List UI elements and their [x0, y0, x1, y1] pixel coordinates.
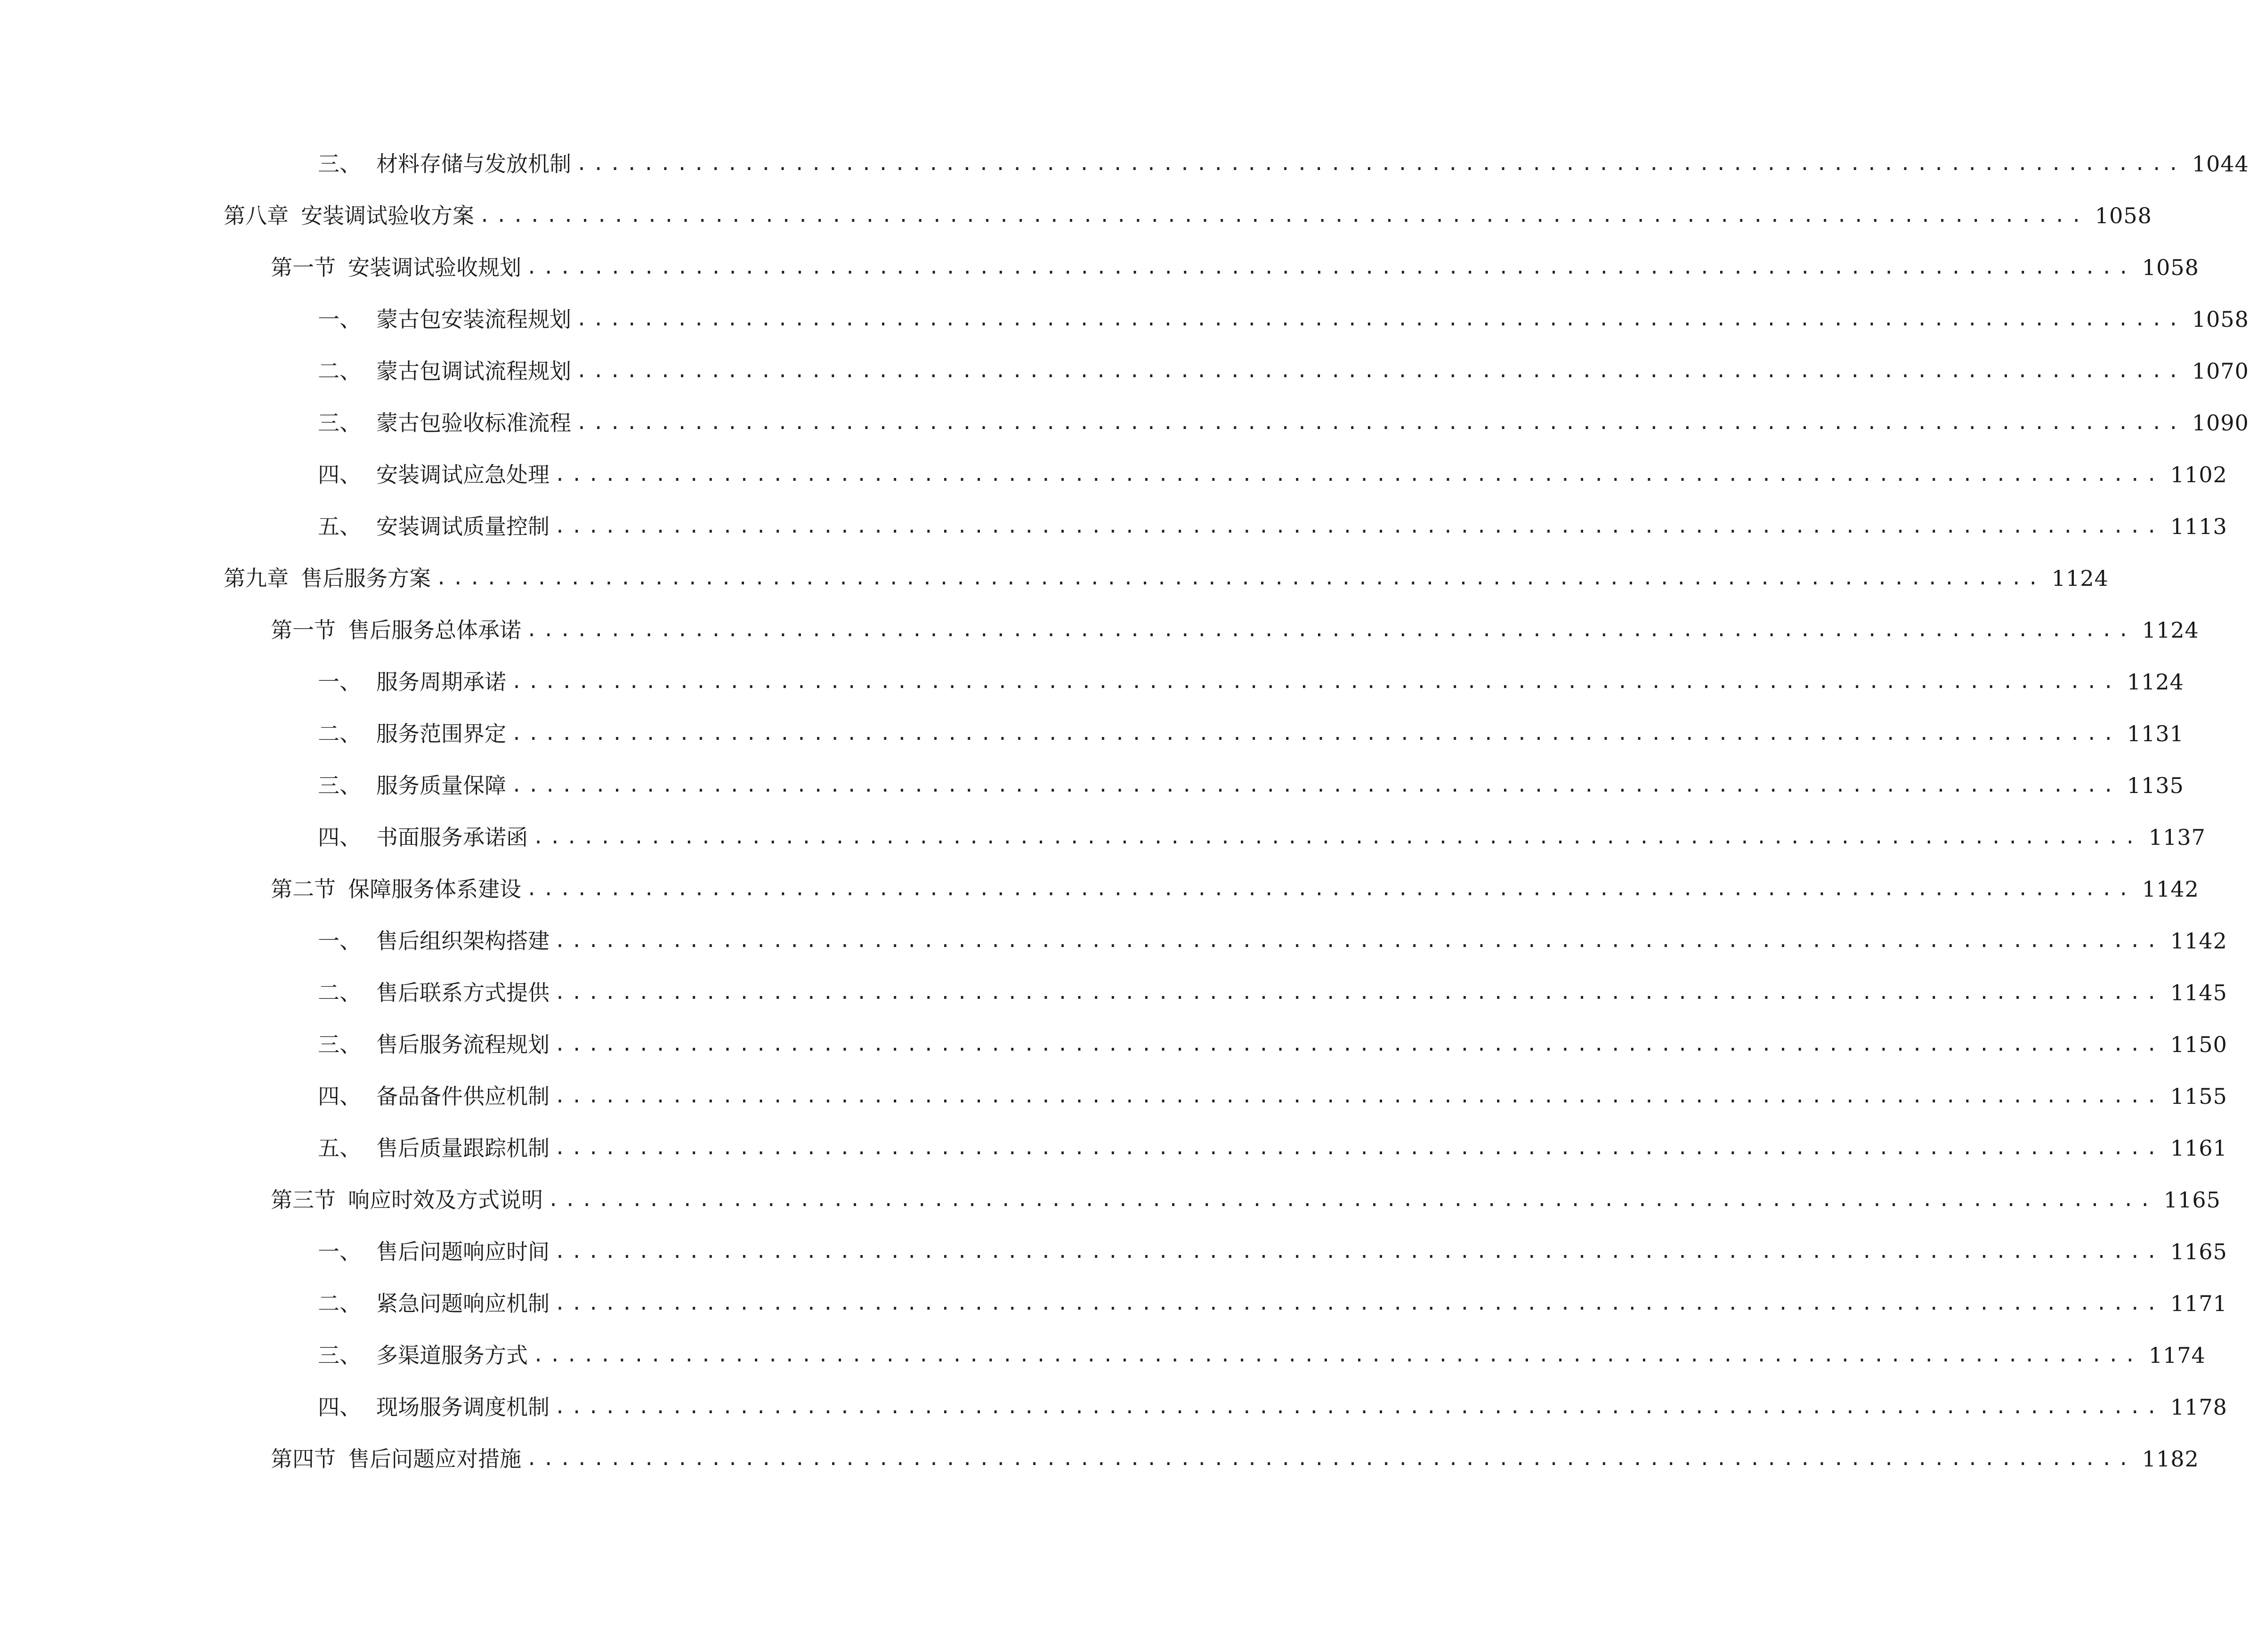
toc-entry-page: 1171 [2170, 1291, 2227, 1316]
toc-entry-page: 1070 [2192, 358, 2249, 384]
toc-entry-page: 1044 [2192, 151, 2249, 177]
toc-entry[interactable] [318, 818, 2206, 856]
toc-entry-number: 第四节 [271, 1446, 336, 1472]
toc-entry[interactable] [271, 870, 2199, 908]
toc-entry[interactable] [318, 1026, 2227, 1063]
toc-entry-number: 三、 [318, 1343, 361, 1368]
toc-entry-title: 现场服务调度机制 [376, 1394, 550, 1420]
toc-entry-page: 1131 [2127, 721, 2184, 746]
toc-entry-page: 1135 [2127, 773, 2184, 798]
toc-entry-number: 三、 [318, 410, 361, 436]
toc-entry-page: 1124 [2051, 566, 2109, 591]
dot-leader: ................................................................................................ [576, 308, 2184, 330]
toc-entry-page: 1145 [2170, 980, 2227, 1005]
dot-leader: ................................................................................................ [554, 1137, 2163, 1159]
toc-entry-page: 1124 [2142, 617, 2199, 643]
toc-entry-page: 1174 [2148, 1343, 2206, 1368]
toc-entry[interactable] [318, 1388, 2227, 1426]
toc-entry-number: 三、 [318, 773, 361, 798]
dot-leader: ................................................................................................ [436, 567, 2044, 589]
toc-entry-title: 安装调试质量控制 [376, 514, 550, 539]
toc-entry-page: 1090 [2192, 410, 2249, 436]
toc-entry-page: 1102 [2170, 462, 2227, 487]
dot-leader: ................................................................................................ [479, 205, 2087, 227]
dot-leader: ................................................................................................ [548, 1189, 2156, 1211]
dot-leader: ................................................................................................ [511, 671, 2120, 693]
toc-entry[interactable] [318, 922, 2227, 960]
toc-entry[interactable] [318, 767, 2184, 804]
toc-entry-page: 1155 [2170, 1084, 2227, 1109]
toc-entry[interactable] [318, 508, 2227, 545]
toc-entry-page: 1113 [2170, 514, 2227, 539]
toc-entry-title: 售后服务流程规划 [376, 1032, 550, 1057]
dot-leader: ................................................................................................ [576, 153, 2184, 175]
dot-leader: ................................................................................................ [526, 619, 2135, 641]
dot-leader: ................................................................................................ [526, 257, 2135, 278]
toc-entry-title: 保障服务体系建设 [348, 876, 521, 902]
toc-entry[interactable] [271, 1181, 2221, 1219]
toc-entry-page: 1165 [2170, 1239, 2227, 1264]
dot-leader: ................................................................................................ [554, 516, 2163, 537]
toc-entry-title: 安装调试验收方案 [301, 203, 474, 228]
toc-entry-number: 四、 [318, 1394, 361, 1420]
toc-entry-title: 安装调试应急处理 [376, 462, 550, 487]
toc-entry-number: 二、 [318, 980, 361, 1005]
toc-entry[interactable] [271, 611, 2199, 649]
toc-entry-number: 四、 [318, 1084, 361, 1109]
toc-entry-number: 四、 [318, 825, 361, 850]
toc-entry-title: 服务周期承诺 [376, 669, 506, 695]
toc-entry-number: 一、 [318, 928, 361, 954]
toc-entry[interactable] [318, 974, 2227, 1012]
toc-entry-title: 蒙古包安装流程规划 [376, 307, 571, 332]
toc-entry-number: 第九章 [224, 566, 289, 591]
toc-entry-page: 1182 [2142, 1446, 2199, 1472]
dot-leader: ................................................................................................ [554, 1034, 2163, 1055]
toc-entry-title: 备品备件供应机制 [376, 1084, 550, 1109]
toc-entry-title: 服务范围界定 [376, 721, 506, 746]
toc-entry-title: 蒙古包验收标准流程 [376, 410, 571, 436]
dot-leader: ................................................................................................ [533, 1344, 2141, 1366]
toc-entry-number: 二、 [318, 358, 361, 384]
toc-entry-page: 1142 [2142, 876, 2199, 902]
toc-entry-number: 四、 [318, 462, 361, 487]
toc-entry[interactable] [318, 456, 2227, 494]
toc-entry-number: 第八章 [224, 203, 289, 228]
toc-entry[interactable] [224, 559, 2109, 597]
toc-entry-page: 1058 [2095, 203, 2152, 228]
toc-entry-title: 服务质量保障 [376, 773, 506, 798]
toc-entry-title: 售后服务总体承诺 [348, 617, 521, 643]
toc-entry[interactable] [318, 663, 2184, 701]
toc-entry-number: 二、 [318, 721, 361, 746]
toc-entry-title: 多渠道服务方式 [376, 1343, 528, 1368]
dot-leader: ................................................................................................ [511, 723, 2120, 745]
toc-entry-number: 第三节 [271, 1187, 336, 1213]
toc-entry-page: 1150 [2170, 1032, 2227, 1057]
toc-entry-title: 响应时效及方式说明 [348, 1187, 543, 1213]
toc-entry-number: 五、 [318, 1135, 361, 1161]
toc-entry[interactable] [271, 1440, 2199, 1478]
toc-entry-title: 售后质量跟踪机制 [376, 1135, 550, 1161]
dot-leader: ................................................................................................ [511, 775, 2120, 796]
toc-entry-page: 1161 [2170, 1135, 2227, 1161]
toc-entry[interactable] [271, 249, 2199, 286]
toc-entry-number: 第二节 [271, 876, 336, 902]
toc-entry-number: 五、 [318, 514, 361, 539]
dot-leader: ................................................................................................ [554, 930, 2163, 952]
toc-entry-title: 安装调试验收规划 [348, 255, 521, 280]
dot-leader: ................................................................................................ [554, 1085, 2163, 1107]
dot-leader: ................................................................................................ [554, 1241, 2163, 1263]
toc-entry-number: 三、 [318, 151, 361, 177]
toc-entry[interactable] [318, 1129, 2227, 1167]
toc-entry-page: 1178 [2170, 1394, 2227, 1420]
toc-entry[interactable] [318, 1336, 2206, 1374]
toc-entry-title: 售后问题应对措施 [348, 1446, 521, 1472]
dot-leader: ................................................................................................ [533, 826, 2141, 848]
toc-entry-title: 售后联系方式提供 [376, 980, 550, 1005]
toc-entry-page: 1165 [2163, 1187, 2221, 1213]
toc-entry[interactable] [318, 1233, 2227, 1271]
dot-leader: ................................................................................................ [526, 878, 2135, 900]
toc-entry-number: 一、 [318, 1239, 361, 1264]
toc-entry[interactable] [318, 145, 2249, 183]
toc-entry-page: 1058 [2192, 307, 2249, 332]
toc-entry-title: 蒙古包调试流程规划 [376, 358, 571, 384]
toc-entry[interactable] [318, 300, 2249, 338]
toc-entry-number: 一、 [318, 307, 361, 332]
toc-entry[interactable] [318, 352, 2249, 390]
dot-leader: ................................................................................................ [554, 982, 2163, 1004]
toc-entry[interactable] [318, 404, 2249, 442]
toc-entry-number: 第一节 [271, 617, 336, 643]
toc-entry-title: 材料存储与发放机制 [376, 151, 571, 177]
toc-entry-title: 紧急问题响应机制 [376, 1291, 550, 1316]
toc-entry[interactable] [318, 715, 2184, 753]
toc-entry-title: 售后问题响应时间 [376, 1239, 550, 1264]
toc-entry-title: 售后组织架构搭建 [376, 928, 550, 954]
toc-entry[interactable] [318, 1285, 2227, 1322]
toc-entry[interactable] [224, 197, 2152, 235]
dot-leader: ................................................................................................ [526, 1448, 2135, 1470]
dot-leader: ................................................................................................ [554, 1293, 2163, 1314]
dot-leader: ................................................................................................ [554, 464, 2163, 486]
dot-leader: ................................................................................................ [576, 360, 2184, 382]
dot-leader: ................................................................................................ [576, 412, 2184, 434]
toc-entry-title: 书面服务承诺函 [376, 825, 528, 850]
toc-entry-title: 售后服务方案 [301, 566, 431, 591]
dot-leader: ................................................................................................ [554, 1396, 2163, 1418]
toc-entry[interactable] [318, 1077, 2227, 1115]
toc-entry-number: 一、 [318, 669, 361, 695]
toc-entry-page: 1142 [2170, 928, 2227, 954]
toc-entry-page: 1124 [2127, 669, 2184, 695]
toc-entry-number: 二、 [318, 1291, 361, 1316]
toc-entry-page: 1137 [2148, 825, 2206, 850]
toc-entry-number: 三、 [318, 1032, 361, 1057]
toc-entry-page: 1058 [2142, 255, 2199, 280]
toc-entry-number: 第一节 [271, 255, 336, 280]
